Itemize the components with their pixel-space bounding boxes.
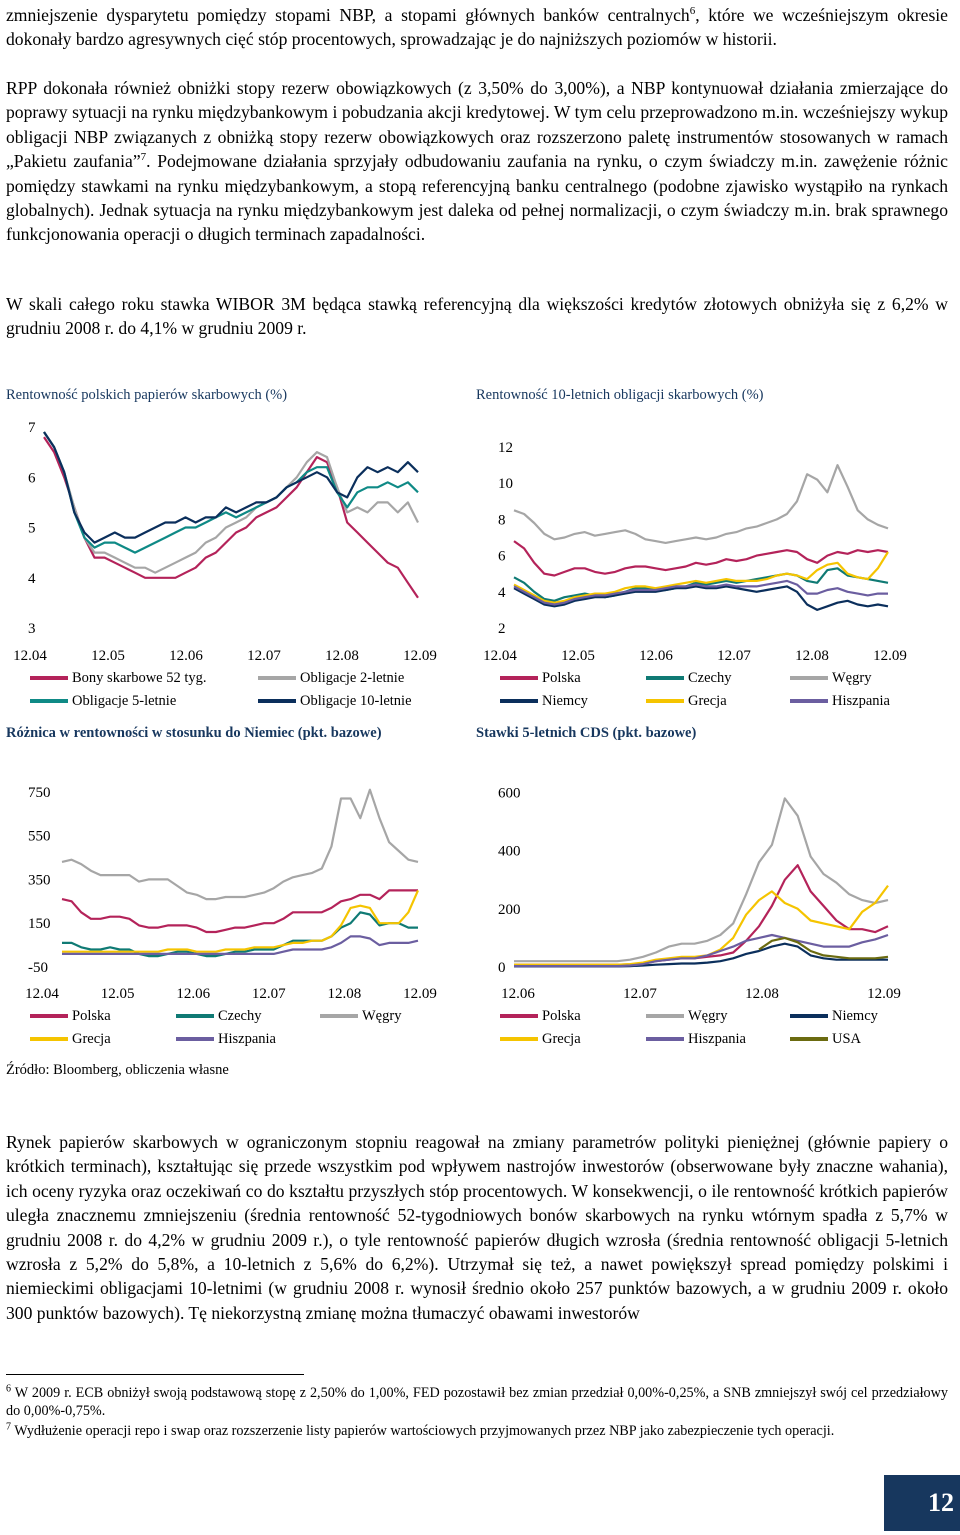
chart4: [476, 762, 916, 1007]
c2-ytick-label: 10: [498, 476, 513, 493]
legend-c3-grecja: [30, 1031, 111, 1048]
footnote-ref-6[interactable]: 6: [689, 5, 696, 18]
c1-xtick-label: 12.07: [247, 648, 281, 664]
legend-c4-usa-label: USA: [832, 1031, 862, 1047]
page-number: 12: [884, 1475, 960, 1531]
footnote-7-text: Wydłużenie operacji repo i swap oraz rozszerzenie listy papierów wartościowych przyjmowanych przez NBP jako zabezpieczenie tych operacji.: [14, 1423, 835, 1439]
source-note: Źródło: Bloomberg, obliczenia własne: [6, 1062, 229, 1078]
c2-xtick-label: 12.08: [795, 648, 829, 664]
c1-ytick-label: 4: [28, 570, 36, 587]
legend-obl10-label: Obligacje 10-letnie: [300, 693, 412, 709]
legend-bony: [30, 670, 207, 687]
c3-xtick-label: 12.09: [403, 986, 437, 1002]
c1-ytick-label: 5: [28, 520, 36, 537]
legend-obl2: [258, 670, 404, 687]
legend-c4-hiszpania: [646, 1031, 746, 1048]
legend-c4-wegry: [646, 1008, 727, 1025]
legend-c2-grecja: [646, 693, 727, 710]
legend-c3-czechy: [176, 1008, 261, 1025]
footnote-7: [6, 1422, 948, 1440]
c1-series-obl5: [44, 432, 418, 553]
c4-xtick-label: 12.07: [623, 986, 657, 1002]
legend-c3-polska-label: Polska: [72, 1008, 111, 1024]
legend-c4-usa-swatch: [790, 1037, 828, 1041]
paragraph-market-text: Rynek papierów skarbowych w ograniczonym stopniu reagował na zmiany parametrów polityki pieniężnej (głównie papiery o krótkich terminach), kształtując się przede wszystkim pod wpływem nastrojów inwestorów (obserwowane były znaczne wahania), ich oceny ryzyka oraz oczekiwań co do kształtu przyszłych stóp procentowych. W konsekwencji, o ile rentowność krótkich papierów uległa znacznemu zmniejszeniu (średnia rentowność 52-tygodniowych bonów skarbowych na rynku wtórnym spadła z 5,7% w grudniu 2008 r. do 4,2% w grudniu 2009 r.), o tyle rentowność papierów długich wzrosła (średnia rentowność obligacji 5-letnich wzrosła z 5,2% do 5,8%, a 10-letnich z 5,6% do 6,2%). Utrzymał się też, a nawet powiększył spread pomiędzy polskimi i niemieckimi obligacjami 10-letnimi (w grudniu 2008 r. wynosił średnio około 257 punktów bazowych, a w grudniu 2009 r. około 300 punktów bazowych). Tę niekorzystną zmianę można tłumaczyć obawami inwestorów: [6, 1132, 948, 1323]
c2-xtick-label: 12.05: [561, 648, 595, 664]
chart2: [476, 410, 916, 670]
c3-xtick-label: 12.07: [251, 986, 286, 1002]
chart4-title: Stawki 5-letnich CDS (pkt. bazowe): [476, 725, 697, 741]
legend-obl2-swatch: [258, 676, 296, 680]
c2-ytick-label: 4: [498, 584, 506, 601]
legend-obl10-swatch: [258, 699, 296, 703]
chart3: [6, 762, 446, 1007]
c3-series-wegry: [62, 790, 418, 899]
legend-c2-wegry-label: Węgry: [832, 670, 872, 686]
chart2-title: Rentowność 10-letnich obligacji skarbowych (%): [476, 387, 764, 403]
legend-c4-niemcy-swatch: [790, 1014, 828, 1018]
paragraph-intro-part2: , które we wcześniejszym okresie dokonały bardzo agresywnych cięć stóp procentowych, sprowadzając je do najniższych poziomów w historii.: [6, 5, 948, 50]
c1-xtick-label: 12.09: [403, 648, 437, 664]
legend-c2-wegry: [790, 670, 871, 687]
legend-c3-hiszpania: [176, 1031, 276, 1048]
legend-c2-hiszpania-label: Hiszpania: [832, 693, 890, 709]
legend-c3-czechy-label: Czechy: [218, 1008, 262, 1024]
c4-xtick-label: 12.06: [501, 986, 535, 1002]
c1-series-bony: [44, 437, 418, 598]
legend-c2-wegry-swatch: [790, 676, 828, 680]
c1-xtick-label: 12.04: [13, 648, 47, 664]
footnote-ref-7[interactable]: 7: [140, 151, 147, 164]
c2-ytick-label: 6: [498, 548, 506, 565]
legend-c4-niemcy: [790, 1008, 878, 1025]
chart3-title: Różnica w rentowności w stosunku do Niemiec (pkt. bazowe): [6, 725, 382, 741]
legend-obl5-swatch: [30, 699, 68, 703]
legend-c2-hiszpania: [790, 693, 890, 710]
c4-series-wegry: [514, 798, 888, 961]
paragraph-rpp-part2: . Podejmowane działania sprzyjały odbudowaniu zaufania na rynku, o czym świadczy m.in. zawężenie różnic pomiędzy stawkami na rynku międzybankowym, a stopą referencyjną banku centralnego (podobne zjawisko wystąpiło na rynkach globalnych). Jednak sytuacja na rynku międzybankowym jest daleka od pełnej normalizacji, o czym świadczy m.in. brak sprawnego funkcjonowania operacji o długich terminach zapadalności.: [6, 151, 948, 245]
c1-ytick-label: 3: [28, 621, 36, 637]
footnote-7-number: 7: [6, 1421, 11, 1433]
legend-obl5-label: Obligacje 5-letnie: [72, 693, 177, 709]
chart1-title: Rentowność polskich papierów skarbowych (%): [6, 387, 288, 403]
c4-xtick-label: 12.08: [745, 986, 779, 1002]
paragraph-intro: [6, 3, 948, 52]
paragraph-market: [6, 1130, 948, 1325]
c2-xtick-label: 12.09: [873, 648, 907, 664]
c1-series-obl2: [44, 432, 418, 573]
c4-ytick-label: 400: [498, 843, 521, 860]
c1-xtick-label: 12.06: [169, 648, 203, 664]
c3-xtick-label: 12.08: [327, 986, 362, 1002]
c1-ytick-label: 7: [28, 420, 36, 436]
c4-ytick-label: 0: [498, 960, 506, 976]
c3-xtick-label: 12.04: [25, 986, 59, 1002]
legend-c2-hiszpania-swatch: [790, 699, 828, 703]
legend-bony-swatch: [30, 676, 68, 680]
legend-c3-wegry-swatch: [320, 1014, 358, 1018]
chart4-svg: [476, 762, 916, 1007]
legend-c3-polska-swatch: [30, 1014, 68, 1018]
legend-c3-hiszpania-swatch: [176, 1037, 214, 1041]
legend-c3-polska: [30, 1008, 111, 1025]
legend-c4-grecja: [500, 1031, 581, 1048]
legend-c2-czechy-label: Czechy: [688, 670, 732, 686]
legend-c3-wegry: [320, 1008, 401, 1025]
legend-c4-polska-label: Polska: [542, 1008, 581, 1024]
c3-ytick-label: 550: [28, 828, 51, 845]
legend-c2-grecja-swatch: [646, 699, 684, 703]
legend-c4-wegry-label: Węgry: [688, 1008, 728, 1024]
legend-c4-hiszpania-swatch: [646, 1037, 684, 1041]
legend-c4-hiszpania-label: Hiszpania: [688, 1031, 746, 1047]
legend-c2-niemcy: [500, 693, 588, 710]
footnote-6-text: W 2009 r. ECB obniżył swoją podstawową stopę z 2,50% do 1,00%, FED pozostawił bez zmian przedział 0,00%-0,25%, a SNB zmniejszył swój cel przedziałowy do 0,00%-0,75%.: [6, 1385, 948, 1419]
chart1-svg: [6, 410, 446, 670]
legend-obl2-label: Obligacje 2-letnie: [300, 670, 405, 686]
c4-ytick-label: 600: [498, 785, 521, 802]
legend-c2-czechy-swatch: [646, 676, 684, 680]
legend-c2-niemcy-label: Niemcy: [542, 693, 588, 709]
c1-xtick-label: 12.08: [325, 648, 359, 664]
legend-c2-polska-swatch: [500, 676, 538, 680]
legend-c2-polska: [500, 670, 581, 687]
legend-c3-hiszpania-label: Hiszpania: [218, 1031, 276, 1047]
paragraph-intro-part1: zmniejszenie dysparytetu pomiędzy stopami NBP, a stopami głównych banków centralnych: [6, 5, 690, 25]
legend-c4-polska: [500, 1008, 581, 1025]
c3-ytick-label: -50: [28, 960, 48, 976]
c2-ytick-label: 8: [498, 512, 506, 529]
c1-xtick-label: 12.05: [91, 648, 125, 664]
legend-c4-grecja-label: Grecja: [542, 1031, 581, 1047]
c2-series-wegry: [514, 465, 888, 543]
footnote-separator: [6, 1374, 304, 1375]
paragraph-rpp-part1: RPP dokonała również obniżki stopy rezerw obowiązkowych (z 3,50% do 3,00%), a NBP kontynuował działania zmierzające do poprawy sytuacji na rynku międzybankowym i pobudzania akcji kredytowej. W tym celu przeprowadzono m.in. wcześniejszy wykup obligacji NBP związanych z obniżką stopy rezerw obowiązkowych oraz rozszerzono paletę instrumentów stosowanych w ramach „Pakietu zaufania”: [6, 78, 948, 172]
c2-xtick-label: 12.06: [639, 648, 673, 664]
c2-xtick-label: 12.04: [483, 648, 517, 664]
legend-c4-niemcy-label: Niemcy: [832, 1008, 878, 1024]
c2-ytick-label: 2: [498, 621, 506, 637]
c4-xtick-label: 12.09: [867, 986, 901, 1002]
c4-ytick-label: 200: [498, 901, 521, 918]
legend-c3-grecja-swatch: [30, 1037, 68, 1041]
footnote-6-number: 6: [6, 1383, 11, 1395]
paragraph-rpp: [6, 76, 948, 247]
c4-series-grecja: [514, 886, 888, 965]
legend-c2-niemcy-swatch: [500, 699, 538, 703]
legend-c3-czechy-swatch: [176, 1014, 214, 1018]
legend-c2-polska-label: Polska: [542, 670, 581, 686]
paragraph-wibor-text: W skali całego roku stawka WIBOR 3M będąca stawką referencyjną dla większości kredytów złotowych obniżyła się z 6,2% w grudniu 2008 r. do 4,1% w grudniu 2009 r.: [6, 294, 948, 339]
chart1: [6, 410, 446, 670]
legend-c4-polska-swatch: [500, 1014, 538, 1018]
c2-ytick-label: 12: [498, 440, 513, 456]
legend-c4-grecja-swatch: [500, 1037, 538, 1041]
c3-ytick-label: 750: [28, 784, 51, 801]
c2-xtick-label: 12.07: [717, 648, 751, 664]
legend-c4-wegry-swatch: [646, 1014, 684, 1018]
c2-series-hiszpania: [514, 581, 888, 605]
legend-obl5: [30, 693, 176, 710]
chart2-svg: [476, 410, 916, 670]
c3-ytick-label: 350: [28, 872, 51, 889]
c3-xtick-label: 12.06: [176, 986, 211, 1002]
paragraph-wibor: [6, 292, 948, 341]
legend-c2-czechy: [646, 670, 731, 687]
c3-series-grecja: [62, 890, 418, 951]
legend-c2-grecja-label: Grecja: [688, 693, 727, 709]
chart3-svg: [6, 762, 446, 1007]
legend-obl10: [258, 693, 412, 710]
c1-ytick-label: 6: [28, 470, 36, 487]
c3-ytick-label: 150: [28, 916, 51, 933]
legend-c4-usa: [790, 1031, 861, 1048]
legend-c3-grecja-label: Grecja: [72, 1031, 111, 1047]
legend-bony-label: Bony skarbowe 52 tyg.: [72, 670, 207, 686]
c3-xtick-label: 12.05: [100, 986, 135, 1002]
footnote-6: [6, 1384, 948, 1420]
legend-c3-wegry-label: Węgry: [362, 1008, 402, 1024]
